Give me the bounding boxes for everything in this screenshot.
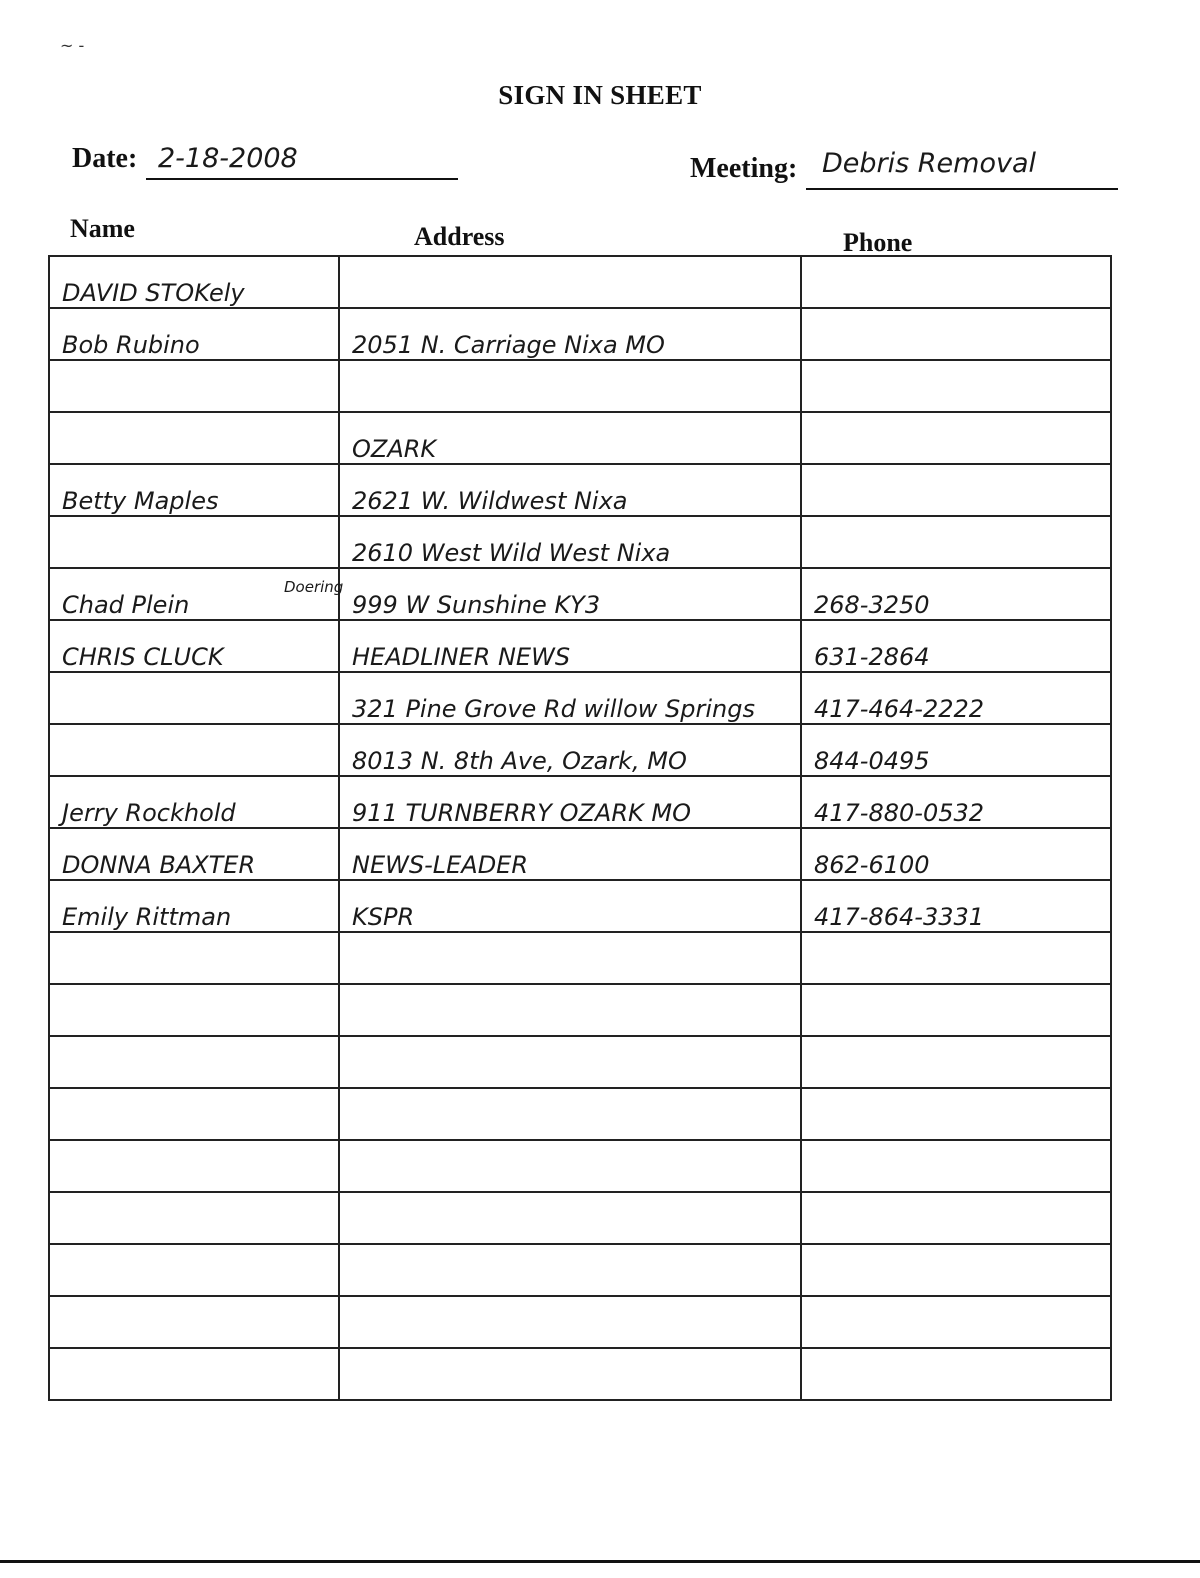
phone-cell xyxy=(801,412,1111,464)
phone-cell xyxy=(801,932,1111,984)
column-header-address: Address xyxy=(414,222,505,251)
table-row xyxy=(49,1192,1111,1244)
phone-cell xyxy=(801,1348,1111,1400)
name-cell xyxy=(49,1296,339,1348)
table-row xyxy=(49,360,1111,412)
meeting-value: Debris Removal xyxy=(822,148,1037,179)
scan-edge-rule xyxy=(0,1560,1200,1563)
table-row xyxy=(49,1140,1111,1192)
table-row xyxy=(49,568,1111,620)
address-cell: HEADLINER NEWS xyxy=(339,620,801,672)
sign-in-table-body xyxy=(49,256,1111,1400)
table-row xyxy=(49,256,1111,308)
phone-cell: 844-0495 xyxy=(801,724,1111,776)
table-row xyxy=(49,308,1111,360)
table-row xyxy=(49,776,1111,828)
phone-cell: 862-6100 xyxy=(801,828,1111,880)
address-cell: 8013 N. 8th Ave, Ozark, MO xyxy=(339,724,801,776)
table-row xyxy=(49,516,1111,568)
meeting-underline xyxy=(806,188,1118,190)
meeting-label: Meeting: xyxy=(690,153,798,184)
address-cell xyxy=(339,1140,801,1192)
date-label: Date: xyxy=(72,143,138,174)
table-row xyxy=(49,1348,1111,1400)
address-cell xyxy=(339,1348,801,1400)
phone-cell xyxy=(801,1088,1111,1140)
address-cell xyxy=(339,984,801,1036)
address-cell xyxy=(339,1088,801,1140)
address-cell xyxy=(339,256,801,308)
address-cell: KSPR xyxy=(339,880,801,932)
phone-cell xyxy=(801,1140,1111,1192)
address-cell: OZARK xyxy=(339,412,801,464)
phone-cell: 268-3250 xyxy=(801,568,1111,620)
table-row xyxy=(49,1036,1111,1088)
phone-cell xyxy=(801,464,1111,516)
address-cell: 999 W Sunshine KY3 xyxy=(339,568,801,620)
address-cell xyxy=(339,1244,801,1296)
name-cell: Bob Rubino xyxy=(49,308,339,360)
name-cell xyxy=(49,360,339,412)
name-cell xyxy=(49,1192,339,1244)
table-row xyxy=(49,932,1111,984)
table-row xyxy=(49,620,1111,672)
name-cell: DONNA BAXTER xyxy=(49,828,339,880)
scan-speck-mark: ~ - xyxy=(60,36,85,55)
sign-in-table xyxy=(48,255,1112,1401)
name-cell: Betty Maples xyxy=(49,464,339,516)
table-row xyxy=(49,828,1111,880)
page-title: SIGN IN SHEET xyxy=(498,80,702,110)
phone-cell: 631-2864 xyxy=(801,620,1111,672)
phone-cell xyxy=(801,308,1111,360)
name-cell xyxy=(49,1140,339,1192)
name-cell: Chad Plein xyxy=(49,568,339,620)
address-cell xyxy=(339,1296,801,1348)
name-cell xyxy=(49,932,339,984)
doering-annotation: Doering xyxy=(284,578,344,596)
phone-cell xyxy=(801,360,1111,412)
phone-cell xyxy=(801,984,1111,1036)
phone-cell: 417-464-2222 xyxy=(801,672,1111,724)
phone-cell xyxy=(801,1244,1111,1296)
phone-cell: 417-864-3331 xyxy=(801,880,1111,932)
name-cell xyxy=(49,724,339,776)
address-cell xyxy=(339,360,801,412)
date-value: 2-18-2008 xyxy=(158,143,298,174)
name-cell xyxy=(49,984,339,1036)
table-row xyxy=(49,1088,1111,1140)
name-cell: DAVID STOKely xyxy=(49,256,339,308)
phone-cell xyxy=(801,1192,1111,1244)
address-cell xyxy=(339,1036,801,1088)
address-cell: 2621 W. Wildwest Nixa xyxy=(339,464,801,516)
table-row xyxy=(49,724,1111,776)
column-header-phone: Phone xyxy=(843,228,913,257)
column-header-name: Name xyxy=(70,214,135,243)
table-row xyxy=(49,412,1111,464)
table-row xyxy=(49,984,1111,1036)
name-cell xyxy=(49,672,339,724)
name-cell xyxy=(49,1036,339,1088)
table-row xyxy=(49,1296,1111,1348)
address-cell: 321 Pine Grove Rd willow Springs xyxy=(339,672,801,724)
address-cell: 2051 N. Carriage Nixa MO xyxy=(339,308,801,360)
name-cell: Jerry Rockhold xyxy=(49,776,339,828)
phone-cell xyxy=(801,1036,1111,1088)
phone-cell xyxy=(801,1296,1111,1348)
name-cell xyxy=(49,516,339,568)
table-row xyxy=(49,464,1111,516)
phone-cell: 417-880-0532 xyxy=(801,776,1111,828)
address-cell: 2610 West Wild West Nixa xyxy=(339,516,801,568)
address-cell: NEWS-LEADER xyxy=(339,828,801,880)
address-cell: 911 TURNBERRY OZARK MO xyxy=(339,776,801,828)
name-cell xyxy=(49,1244,339,1296)
table-row xyxy=(49,1244,1111,1296)
name-cell: Emily Rittman xyxy=(49,880,339,932)
address-cell xyxy=(339,932,801,984)
date-underline xyxy=(146,178,458,180)
name-cell xyxy=(49,412,339,464)
table-row xyxy=(49,880,1111,932)
name-cell xyxy=(49,1348,339,1400)
table-row xyxy=(49,672,1111,724)
address-cell xyxy=(339,1192,801,1244)
phone-cell xyxy=(801,256,1111,308)
phone-cell xyxy=(801,516,1111,568)
name-cell xyxy=(49,1088,339,1140)
name-cell: CHRIS CLUCK xyxy=(49,620,339,672)
